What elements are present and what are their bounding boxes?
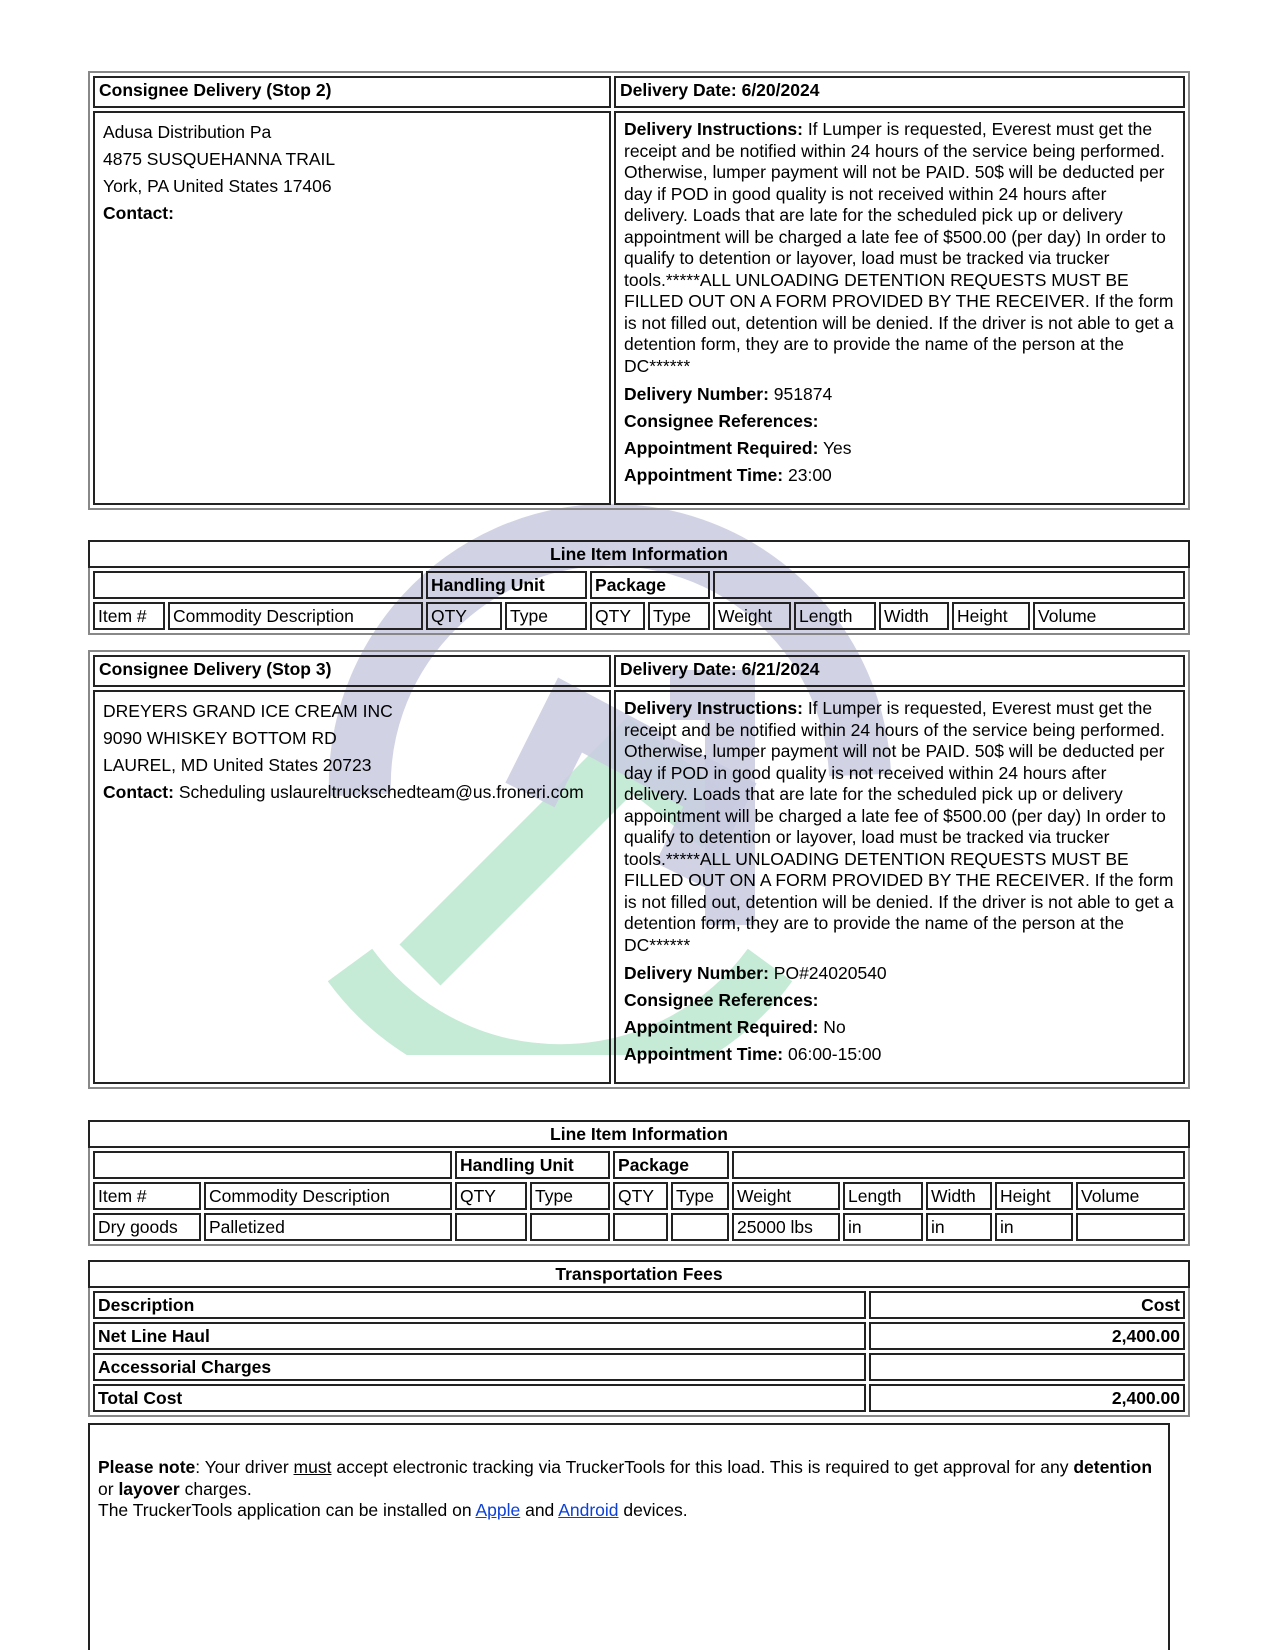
stop-2-address <box>93 111 611 505</box>
length-cell: in <box>843 1213 923 1241</box>
appointment-time: Appointment Time: 06:00-15:00 <box>624 1044 882 1064</box>
blank-header-cell <box>93 571 423 599</box>
pkg-type-cell <box>671 1213 729 1241</box>
column-header: Commodity Description <box>204 1182 452 1210</box>
column-header: Item # <box>93 602 165 630</box>
stop-2-header: Consignee Delivery (Stop 2) <box>93 76 611 108</box>
item-number-cell: Dry goods <box>93 1213 201 1241</box>
apple-link[interactable]: Apple <box>475 1500 521 1520</box>
column-header: Type <box>505 602 587 630</box>
stop-2-instructions <box>614 111 1185 505</box>
consignee-street: 9090 WHISKEY BOTTOM RD <box>103 728 337 748</box>
height-cell: in <box>995 1213 1073 1241</box>
column-header: Item # <box>93 1182 201 1210</box>
blank-header-cell <box>732 1151 1185 1179</box>
table-row <box>93 1213 1185 1241</box>
hu-qty-cell <box>455 1213 527 1241</box>
weight-cell: 25000 lbs <box>732 1213 840 1241</box>
fee-value: 2,400.00 <box>869 1322 1185 1350</box>
stop-2-section <box>88 71 1190 510</box>
stop-3-instructions <box>614 690 1185 1084</box>
column-header: QTY <box>613 1182 668 1210</box>
fee-value: 2,400.00 <box>869 1384 1185 1412</box>
column-header: Length <box>843 1182 923 1210</box>
delivery-number: Delivery Number: 951874 <box>624 384 833 404</box>
column-header: Type <box>530 1182 610 1210</box>
width-cell: in <box>926 1213 992 1241</box>
delivery-instructions: Delivery Instructions: If Lumper is requested, Everest must get the receipt and be notified within 24 hours of the service being performed. Otherwise, lumper payment will not be PAID. 50$ will be deducted per day if POD in good quality is not received within 24 hours after delivery. Loads that are late for the scheduled pick up or delivery appointment will be charged a late fee of $500.00 (per day) In order to qualify to detention or layover, load must be tracked via trucker tools.*****ALL UNLOADING DETENTION REQUESTS MUST BE FILLED OUT ON A FORM PROVIDED BY THE RECEIVER. If the form is not filled out, detention will be denied. If the driver is not able to get a detention form, they are to provide the name of the person at the DC****** <box>624 119 1174 376</box>
consignee-street: 4875 SUSQUEHANNA TRAIL <box>103 149 336 169</box>
column-header: Height <box>995 1182 1073 1210</box>
stop-3-delivery-date: Delivery Date: 6/21/2024 <box>614 655 1185 687</box>
consignee-name: DREYERS GRAND ICE CREAM INC <box>103 701 393 721</box>
stop-3-header: Consignee Delivery (Stop 3) <box>93 655 611 687</box>
column-header: Commodity Description <box>168 602 423 630</box>
table-row <box>93 1384 1185 1412</box>
table-row <box>93 1353 1185 1381</box>
delivery-number: Delivery Number: PO#24020540 <box>624 963 887 983</box>
android-link[interactable]: Android <box>558 1500 619 1520</box>
fee-label: Accessorial Charges <box>93 1353 866 1381</box>
package-header: Package <box>613 1151 729 1179</box>
consignee-city: LAUREL, MD United States 20723 <box>103 755 372 775</box>
note-apps-line: The TruckerTools application can be installed on Apple and Android devices. <box>98 1500 688 1520</box>
column-header: Weight <box>732 1182 840 1210</box>
hu-type-cell <box>530 1213 610 1241</box>
note-paragraph: Please note: Your driver must accept electronic tracking via TruckerTools for this load. This is required to get approval for any detention or layover charges. <box>98 1457 1153 1499</box>
column-header: Type <box>671 1182 729 1210</box>
column-header: QTY <box>426 602 502 630</box>
pkg-qty-cell <box>613 1213 668 1241</box>
column-header: Volume <box>1033 602 1185 630</box>
line-items-2-section <box>88 1120 1190 1246</box>
fees-title: Transportation Fees <box>88 1260 1190 1288</box>
fee-label: Net Line Haul <box>93 1322 866 1350</box>
handling-unit-header: Handling Unit <box>426 571 587 599</box>
stop-3-address <box>93 690 611 1084</box>
stop-3-section <box>88 650 1190 1089</box>
consignee-contact: Contact: <box>103 203 174 223</box>
column-header: Width <box>879 602 949 630</box>
transportation-fees-section <box>88 1260 1190 1417</box>
column-header: Height <box>952 602 1030 630</box>
cost-header: Cost <box>869 1291 1185 1319</box>
appointment-required: Appointment Required: No <box>624 1017 846 1037</box>
appointment-time: Appointment Time: 23:00 <box>624 465 832 485</box>
consignee-name: Adusa Distribution Pa <box>103 122 272 142</box>
column-header: QTY <box>455 1182 527 1210</box>
column-header: Volume <box>1076 1182 1185 1210</box>
handling-unit-header: Handling Unit <box>455 1151 610 1179</box>
line-items-title: Line Item Information <box>88 540 1190 568</box>
line-items-title: Line Item Information <box>88 1120 1190 1148</box>
blank-header-cell <box>93 1151 452 1179</box>
line-items-1-section <box>88 540 1190 635</box>
column-header: Width <box>926 1182 992 1210</box>
column-header: QTY <box>590 602 645 630</box>
column-header: Length <box>794 602 876 630</box>
delivery-instructions: Delivery Instructions: If Lumper is requested, Everest must get the receipt and be notified within 24 hours of the service being performed. Otherwise, lumper payment will not be PAID. 50$ will be deducted per day if POD in good quality is not received within 24 hours after delivery. Loads that are late for the scheduled pick up or delivery appointment will be charged a late fee of $500.00 (per day) In order to qualify to detention or layover, load must be tracked via trucker tools.*****ALL UNLOADING DETENTION REQUESTS MUST BE FILLED OUT ON A FORM PROVIDED BY THE RECEIVER. If the form is not filled out, detention will be denied. If the driver is not able to get a detention form, they are to provide the name of the person at the DC****** <box>624 698 1174 955</box>
stop-2-delivery-date: Delivery Date: 6/20/2024 <box>614 76 1185 108</box>
blank-header-cell <box>713 571 1185 599</box>
fee-value <box>869 1353 1185 1381</box>
description-header: Description <box>93 1291 866 1319</box>
fee-label: Total Cost <box>93 1384 866 1412</box>
consignee-contact: Contact: Scheduling uslaureltruckschedteam@us.froneri.com <box>103 782 584 802</box>
commodity-cell: Palletized <box>204 1213 452 1241</box>
package-header: Package <box>590 571 710 599</box>
appointment-required: Appointment Required: Yes <box>624 438 852 458</box>
tracking-note <box>88 1423 1170 1650</box>
volume-cell <box>1076 1213 1185 1241</box>
consignee-city: York, PA United States 17406 <box>103 176 332 196</box>
column-header: Type <box>648 602 710 630</box>
consignee-references: Consignee References: <box>624 411 819 431</box>
consignee-references: Consignee References: <box>624 990 819 1010</box>
column-header: Weight <box>713 602 791 630</box>
table-row <box>93 1322 1185 1350</box>
